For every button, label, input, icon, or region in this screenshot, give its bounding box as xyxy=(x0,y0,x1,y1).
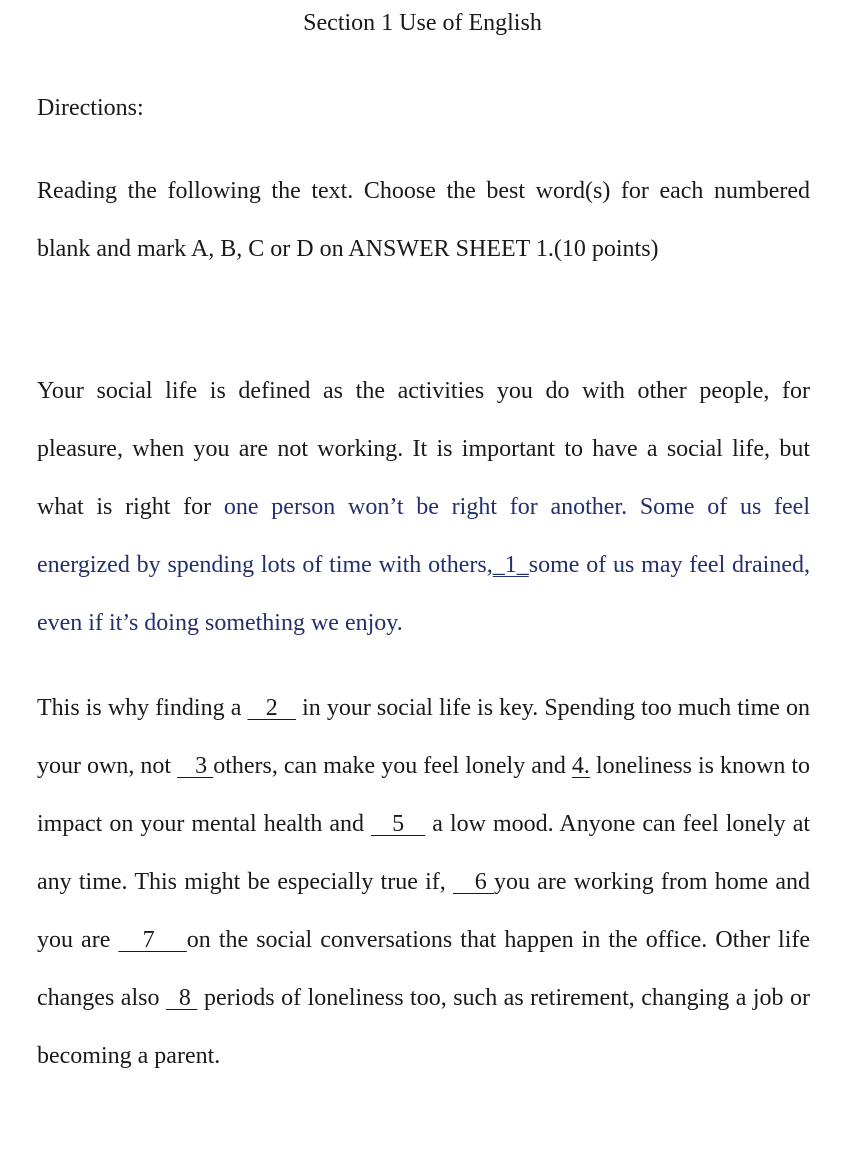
blank-8: 8 xyxy=(165,985,198,1011)
passage-p1-text-a: Your social life is defined as the activities you do with other people, for pleasure, when you are not working. It is important to have a social life, but what is right for xyxy=(37,378,810,520)
blank-2: 2 xyxy=(247,695,296,721)
blank-1: _1_ xyxy=(492,552,529,578)
passage-p2-text-f: you are working from home and you are xyxy=(37,869,811,953)
instructions-paragraph xyxy=(37,162,810,278)
passage-paragraph-1 xyxy=(37,362,810,652)
passage-p2-text-e: a low mood. Anyone can feel lonely at any time. This might be especially true if, xyxy=(37,811,811,895)
blank-5: 5 xyxy=(371,811,426,837)
instructions-line-3: points) xyxy=(591,236,659,262)
blank-6: 6 xyxy=(453,869,494,895)
directions-label: Directions: xyxy=(37,95,144,121)
section-title: Section 1 Use of English xyxy=(303,10,542,36)
blank-7: 7 xyxy=(118,927,187,953)
passage-p2-text-d: loneliness is known to impact on your mental health and xyxy=(37,753,811,837)
passage-p2-text-g: on the social conversations that happen in the office. Other life changes also xyxy=(37,927,811,1011)
passage-paragraph-2 xyxy=(37,679,810,1085)
instructions-line-2: numbered blank and mark A, B, C or D on ANSWER SHEET 1.(10 xyxy=(37,178,810,262)
passage-p2-text-h: periods of loneliness too, such as retirement, changing a job or becoming a parent. xyxy=(37,985,811,1069)
passage-p1-text-c: some of us may feel drained, even if it’s doing something we enjoy. xyxy=(37,552,810,636)
passage-p2-text-b: in your social life is key. Spending too much time on your own, not xyxy=(37,695,811,779)
instructions-line-1: Reading the following the text. Choose the best word(s) for each xyxy=(37,178,704,204)
passage-p1-text-b: one person won’t be right for another. Some of us feel energized by spending lots of time with others, xyxy=(37,494,810,578)
blank-3: 3 xyxy=(177,753,214,779)
blank-4: 4. xyxy=(571,753,590,779)
passage-p2-text-c: others, can make you feel lonely and xyxy=(213,753,566,779)
passage-p2-text-a: This is why finding a xyxy=(37,695,242,721)
